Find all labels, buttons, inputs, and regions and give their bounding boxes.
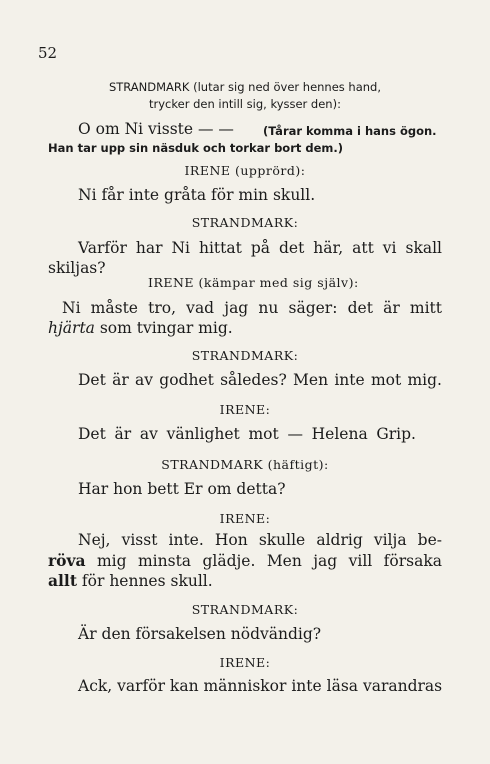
emphasized-word: allt xyxy=(48,571,77,590)
dialogue-line: Ni får inte gråta för min skull. xyxy=(78,186,316,204)
speaker-label: STRANDMARK: xyxy=(191,348,299,363)
dialogue-line xyxy=(48,571,213,590)
dialogue-text: mig minsta glädje. Men jag vill försaka xyxy=(85,552,442,570)
speaker-label: IRENE (upprörd): xyxy=(184,163,306,178)
emphasized-word: hjärta xyxy=(48,319,95,337)
emphasized-word: röva xyxy=(48,551,86,570)
stage-direction: STRANDMARK (lutar sig ned över hennes hand, xyxy=(108,80,382,94)
speaker-label: STRANDMARK (häftigt): xyxy=(161,457,329,472)
page-number: 52 xyxy=(38,44,58,62)
dialogue-line: Varför har Ni hittat på det här, att vi skall xyxy=(78,239,442,257)
dialogue-line xyxy=(48,319,233,337)
dialogue-line: Har hon bett Er om detta? xyxy=(78,480,286,498)
speaker-label: IRENE: xyxy=(219,655,271,670)
dialogue-line: skiljas? xyxy=(48,259,106,277)
dialogue-line: Nej, visst inte. Hon skulle aldrig vilja be- xyxy=(78,531,442,549)
speaker-label: STRANDMARK: xyxy=(191,602,299,617)
dialogue-line: Ni måste tro, vad jag nu säger: det är mitt xyxy=(62,299,442,317)
speaker-label: IRENE: xyxy=(219,402,271,417)
dialogue-text: för hennes skull. xyxy=(76,572,213,590)
dialogue-line: Är den försakelsen nödvändig? xyxy=(78,625,322,643)
dialogue-line: O om Ni visste — — xyxy=(78,120,234,138)
stage-direction: (Tårar komma i hans ögon. xyxy=(263,124,437,138)
dialogue-line: Det är av godhet således? Men inte mot mig. xyxy=(78,371,442,389)
dialogue-line: Det är av vänlighet mot — Helena Grip. xyxy=(78,425,416,443)
stage-direction: trycker den intill sig, kysser den): xyxy=(149,97,341,111)
dialogue-line: Ack, varför kan människor inte läsa varandras xyxy=(78,677,443,695)
speaker-label: IRENE: xyxy=(219,511,271,526)
dialogue-line xyxy=(48,551,442,570)
speaker-label: STRANDMARK: xyxy=(191,215,299,230)
speaker-label: IRENE (kämpar med sig själv): xyxy=(148,275,359,290)
stage-direction: Han tar upp sin näsduk och torkar bort dem.) xyxy=(48,141,344,155)
dialogue-text: som tvingar mig. xyxy=(94,319,233,337)
